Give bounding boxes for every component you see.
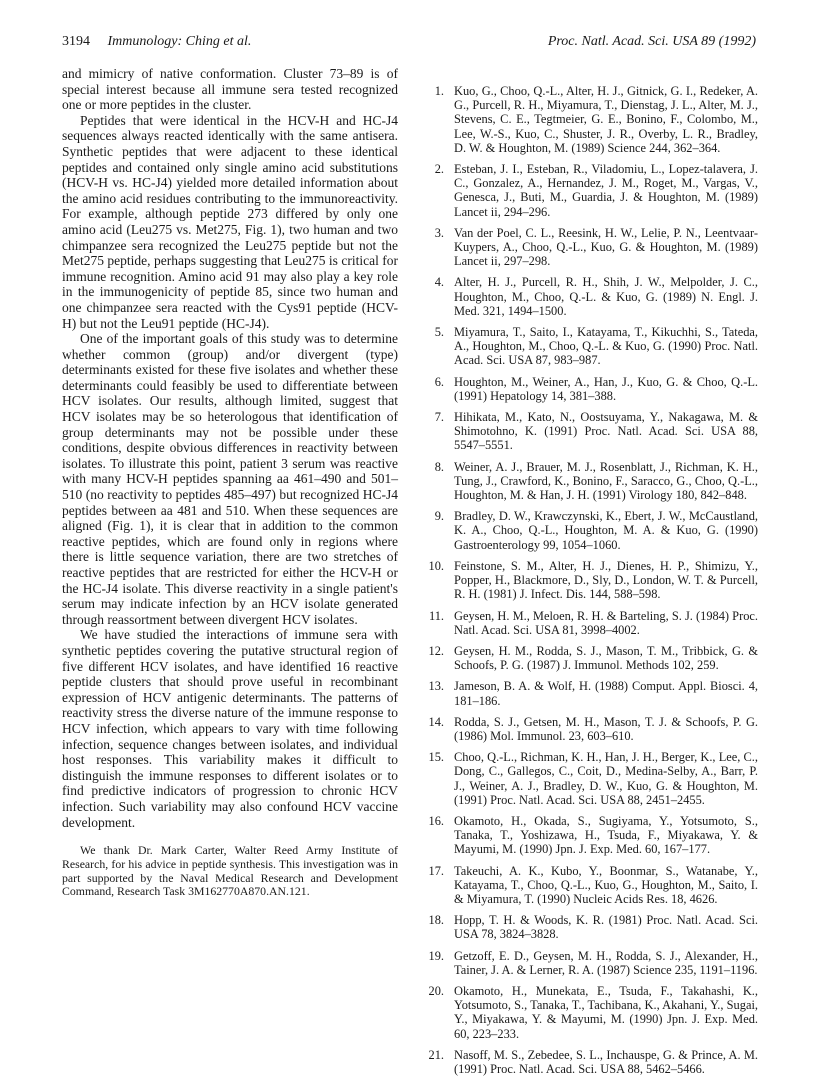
body-paragraph: One of the important goals of this study was to determine whether common (group) and/or divergent (type) determinants existed for these five isolates and whether these determinants could feasibly be used to differentiate between HCV isolates. Our results, although limited, suggest that HCV isolates may be so heterologous that identification of group determinants may not be possible under these conditions, despite obvious differences in reactivity between isolates. To illustrate this point, patient 3 serum was reactive with many HCV-H peptides spanning aa 461–490 and 501–510 (no reactivity to peptides 485–497) but recognized HC-J4 peptides between aa 481 and 510. When these sequences are aligned (Fig. 1), it is clear that in addition to the common reactive peptides, which are found only in regions where there is little sequence variation, there are two stretches of reactive peptides that are restricted for either the HCV-H or the HC-J4 isolate. This diverse reactivity in a single patient's serum may indicate infection by an HCV isolate generated through reassortment between divergent HCV isolates. (62, 331, 398, 627)
reference-text: Okamoto, H., Munekata, E., Tsuda, F., Takahashi, K., Yotsumoto, S., Tanaka, T., Tachibana, K., Akahani, Y., Sugai, Y., Miyakawa, Y. & Mayumi, M. (1990) Jpn. J. Exp. Med. 60, 223–233. (454, 983, 758, 1041)
reference-item (422, 814, 758, 857)
reference-number: 21. (428, 1047, 444, 1062)
reference-number: 5. (434, 325, 444, 340)
reference-number: 2. (434, 162, 444, 177)
reference-item (422, 460, 758, 503)
reference-number: 8. (434, 459, 444, 474)
running-header-left (62, 34, 251, 50)
reference-text: Hopp, T. H. & Woods, K. R. (1981) Proc. Natl. Acad. Sci. USA 78, 3824–3828. (454, 913, 758, 942)
reference-number: 19. (428, 948, 444, 963)
reference-text: Alter, H. J., Purcell, R. H., Shih, J. W., Melpolder, J. C., Houghton, M., Choo, Q.-L. & Kuo, G. (1989) N. Engl. J. Med. 321, 1494–1500. (454, 275, 758, 318)
reference-text: Geysen, H. M., Meloen, R. H. & Barteling, S. J. (1984) Proc. Natl. Acad. Sci. USA 81, 3998–4002. (454, 608, 758, 637)
reference-number: 3. (434, 225, 444, 240)
reference-number: 11. (428, 608, 444, 623)
reference-text: Weiner, A. J., Brauer, M. J., Rosenblatt, J., Richman, K. H., Tung, J., Crawford, K., Bonino, F., Saracco, G., Choo, Q.-L., Houghton, M. & Han, J. H. (1991) Virology 180, 842–848. (454, 459, 758, 503)
reference-text: Rodda, S. J., Getsen, M. H., Mason, T. J. & Schoofs, P. G. (1986) Mol. Immunol. 23, 603–610. (454, 714, 758, 743)
body-text-column (62, 66, 398, 899)
journal-section: Immunology: Ching et al. (107, 34, 252, 49)
reference-text: Hihikata, M., Kato, N., Oostsuyama, Y., Nakagawa, M. & Shimotohno, K. (1991) Proc. Natl. Acad. Sci. USA 88, 5547–5551. (454, 410, 758, 453)
reference-number: 9. (434, 509, 444, 524)
reference-item (422, 1048, 758, 1076)
reference-item (422, 715, 758, 743)
reference-text: Getzoff, E. D., Geysen, M. H., Rodda, S. J., Alexander, H., Tainer, J. A. & Lerner, R. A. (1987) Science 235, 1191–1196. (454, 948, 758, 977)
reference-number: 14. (428, 714, 444, 729)
reference-item (422, 644, 758, 672)
journal-citation: Proc. Natl. Acad. Sci. USA 89 (1992) (547, 34, 756, 49)
body-paragraph: and mimicry of native conformation. Cluster 73–89 is of special interest because all immune sera tested recognized one or more peptides in the cluster. (62, 66, 398, 113)
acknowledgment: We thank Dr. Mark Carter, Walter Reed Army Institute of Research, for his advice in peptide synthesis. This investigation was in part supported by the Naval Medical Research and Development Command, Research Task 3M162770A870.AN.121. (62, 843, 398, 899)
body-paragraph: We have studied the interactions of immune sera with synthetic peptides covering the putative structural region of five different HCV isolates, and have identified 16 reactive peptide clusters that should prove useful in recombinant expression of HCV antigenic determinants. The patterns of reactivity stress the diverse nature of the immune response to HCV infection, which appears to vary with time following infection, sequence changes between isolates, and individual host responses. This variability makes it difficult to distinguish the immune responses to different isolates or to find predictive indicators of progression to chronic HCV infection. Such variability may also confound HCV vaccine development. (62, 627, 398, 830)
reference-number: 18. (428, 913, 444, 928)
reference-item (422, 226, 758, 269)
reference-item (422, 750, 758, 807)
reference-text: Okamoto, H., Okada, S., Sugiyama, Y., Yotsumoto, S., Tanaka, T., Yoshizawa, H., Tsuda, F., Miyakawa, Y. & Mayumi, M. (1990) Jpn. J. Exp. Med. 60, 167–177. (454, 813, 758, 857)
reference-item (422, 162, 758, 219)
reference-text: Feinstone, S. M., Alter, H. J., Dienes, H. P., Shimizu, Y., Popper, H., Blackmore, D., Sly, D., London, W. T. & Purcell, R. H. (1981) J. Infect. Dis. 144, 588–598. (454, 558, 758, 602)
reference-item (422, 984, 758, 1041)
reference-item (422, 679, 758, 707)
reference-number: 13. (428, 679, 444, 694)
reference-item (422, 509, 758, 552)
reference-item (422, 609, 758, 637)
reference-number: 15. (428, 750, 444, 765)
body-paragraph: Peptides that were identical in the HCV-H and HC-J4 sequences always reacted identically with the same antisera. Synthetic peptides that were adjacent to these identical peptides and contained only single amino acid substitutions (HCV-H vs. HC-J4) yielded more detailed information about the amino acid residues contributing to the immunoreactivity. For example, although peptide 273 differed by only one amino acid (Leu275 vs. Met275, Fig. 1), two human and two chimpanzee sera recognized the Leu275 peptide but not the Met275 peptide, perhaps suggesting that Leu275 is critical for immune recognition. Amino acid 91 may also play a key role in the immunogenicity of peptide 85, since two human and one chimpanzee sera reacted with the Cys91 peptide (HCV-H) but not the Leu91 peptide (HC-J4). (62, 112, 398, 331)
reference-item (422, 864, 758, 907)
reference-item (422, 949, 758, 977)
reference-number: 10. (428, 558, 444, 573)
reference-text: Esteban, J. I., Esteban, R., Viladomiu, L., Lopez-talavera, J. C., Gonzalez, A., Hernandez, J. M., Roget, M., Vargas, V., Genesca, J., Buti, M., Guardia, J. & Houghton, M. (1989) Lancet ii, 294–296. (454, 162, 758, 219)
reference-text: Bradley, D. W., Krawczynski, K., Ebert, J. W., McCaustland, K. A., Choo, Q.-L., Houghton, M. A. & Kuo, G. (1990) Gastroenterology 99, 1054–1060. (454, 509, 758, 552)
reference-item (422, 913, 758, 941)
reference-number: 4. (434, 275, 444, 290)
reference-number: 17. (428, 863, 444, 878)
reference-text: Geysen, H. M., Rodda, S. J., Mason, T. M., Tribbick, G. & Schoofs, P. G. (1987) J. Immunol. Methods 102, 259. (454, 643, 758, 673)
reference-number: 1. (434, 84, 444, 98)
reference-item (422, 375, 758, 403)
reference-item (422, 325, 758, 368)
reference-number: 16. (428, 813, 444, 828)
reference-number: 6. (434, 374, 444, 389)
reference-text: Houghton, M., Weiner, A., Han, J., Kuo, G. & Choo, Q.-L. (1991) Hepatology 14, 381–388. (454, 374, 758, 403)
reference-item (422, 84, 758, 155)
reference-text: Choo, Q.-L., Richman, K. H., Han, J. H., Berger, K., Lee, C., Dong, C., Gallegos, C., Coit, D., Medina-Selby, A., Barr, P. J., Weiner, A. J., Bradley, D. W., Kuo, G. & Houghton, M. (1991) Proc. Natl. Acad. Sci. USA 88, 2451–2455. (454, 750, 758, 807)
reference-text: Takeuchi, A. K., Kubo, Y., Boonmar, S., Watanabe, Y., Katayama, T., Choo, Q.-L., Kuo, G., Houghton, M., Saito, I. & Miyamura, T. (1990) Nucleic Acids Res. 18, 4626. (454, 863, 758, 906)
reference-text: Van der Poel, C. L., Reesink, H. W., Lelie, P. N., Leentvaar-Kuypers, A., Choo, Q.-L., Kuo, G. & Houghton, M. (1989) Lancet ii, 297–298. (454, 225, 758, 269)
reference-number: 12. (428, 643, 444, 658)
reference-text: Nasoff, M. S., Zebedee, S. L., Inchauspe, G. & Prince, A. M. (1991) Proc. Natl. Acad. Sci. USA 88, 5462–5466. (454, 1047, 758, 1076)
reference-list (422, 84, 758, 1083)
reference-item (422, 275, 758, 318)
reference-item (422, 559, 758, 602)
reference-item (422, 410, 758, 453)
page-number: 3194 (62, 34, 90, 49)
reference-text: Miyamura, T., Saito, I., Katayama, T., Kikuchhi, S., Tateda, A., Houghton, M., Choo, Q.-L. & Kuo, G. (1990) Proc. Natl. Acad. Sci. USA 87, 983–987. (454, 325, 758, 368)
reference-number: 20. (428, 983, 444, 998)
reference-text: Kuo, G., Choo, Q.-L., Alter, H. J., Gitnick, G. I., Redeker, A. G., Purcell, R. H., Miyamura, T., Dienstag, J. L., Alter, M. J., Stevens, C. E., Tegtmeier, G. E., Bonino, F., Colombo, M., Lee, W.-S., Kuo, C., Shuster, J. R., Overby, L. R., Bradley, D. W. & Houghton, M. (1989) Science 244, 362–364. (454, 84, 758, 155)
reference-number: 7. (434, 410, 444, 425)
reference-text: Jameson, B. A. & Wolf, H. (1988) Comput. Appl. Biosci. 4, 181–186. (454, 679, 758, 708)
